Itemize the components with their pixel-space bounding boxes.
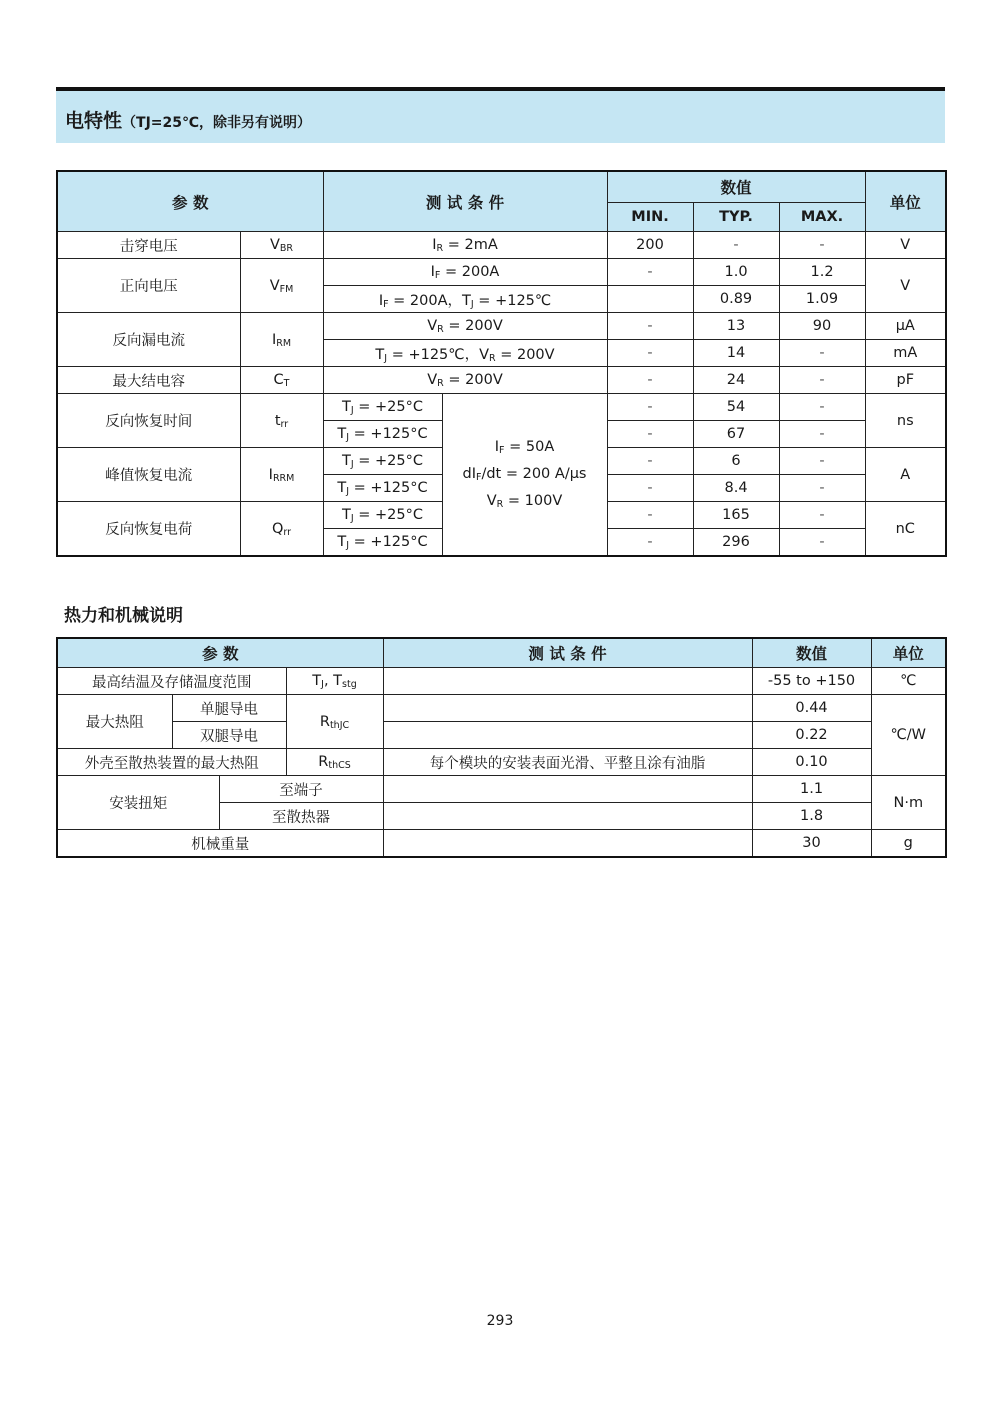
max-value: - (779, 367, 865, 394)
value: 0.22 (752, 722, 871, 749)
param-symbol: $V_{BR}$ (240, 232, 323, 259)
section-title: 电特性（TJ=25℃，除非另有说明） (65, 110, 311, 132)
param-symbol: $V_{FM}$ (240, 259, 323, 313)
value: 0.44 (752, 695, 871, 722)
test-condition: $I_F = 200A$，$T_J$ = +125℃ (323, 286, 607, 313)
section2-title: 热力和机械说明 (64, 606, 183, 626)
min-value: - (607, 421, 693, 448)
unit: V (865, 259, 946, 313)
table-row (57, 259, 946, 286)
test-condition: $I_R = 2mA$ (323, 232, 607, 259)
param-symbol: $C_T$ (240, 367, 323, 394)
value: 30 (752, 830, 871, 858)
min-value: - (607, 340, 693, 367)
min-value: - (607, 313, 693, 340)
param-symbol: $Q_{rr}$ (240, 502, 323, 557)
max-value: - (779, 232, 865, 259)
min-value: - (607, 394, 693, 421)
param-subname: 双腿导电 (172, 722, 286, 749)
unit: ℃ (871, 668, 946, 695)
typ-value: 14 (693, 340, 779, 367)
test-condition: $V_R = 200V$ (323, 313, 607, 340)
temperature-condition: $T_J = +125^\circ C$ (323, 529, 442, 557)
test-condition (383, 803, 752, 830)
temperature-condition: $T_J = +25^\circ C$ (323, 502, 442, 529)
typ-value: 1.0 (693, 259, 779, 286)
test-condition: 每个模块的安装表面光滑、平整且涂有油脂 (383, 749, 752, 776)
unit: g (871, 830, 946, 858)
page-number: 293 (486, 1313, 514, 1329)
max-value: - (779, 529, 865, 557)
typ-value: 6 (693, 448, 779, 475)
table-row (57, 668, 946, 695)
test-condition: $I_F = 200A$ (323, 259, 607, 286)
max-value: - (779, 421, 865, 448)
param-name: 机械重量 (57, 830, 383, 858)
param-name: 外壳至散热装置的最大热阻 (57, 749, 286, 776)
typ-value: 67 (693, 421, 779, 448)
table-row (57, 776, 946, 803)
header-test-condition: 测 试 条 件 (383, 638, 752, 668)
max-value: 90 (779, 313, 865, 340)
shared-condition-line: $V_R = 100V$ (486, 493, 563, 510)
value: 1.1 (752, 776, 871, 803)
min-value: - (607, 259, 693, 286)
min-value (607, 286, 693, 313)
thermal-mechanical-table (56, 637, 947, 858)
param-name: 反向恢复时间 (57, 394, 240, 448)
typ-value: 13 (693, 313, 779, 340)
temperature-condition: $T_J = +125^\circ C$ (323, 421, 442, 448)
param-symbol: $I_{RM}$ (240, 313, 323, 367)
electrical-characteristics-table (56, 170, 947, 557)
param-name: 正向电压 (57, 259, 240, 313)
unit: A (865, 448, 946, 502)
unit: pF (865, 367, 946, 394)
min-value: - (607, 448, 693, 475)
header-max: MAX. (779, 203, 865, 232)
unit: N·m (871, 776, 946, 830)
section-condition: （TJ=25℃，除非另有说明） (122, 115, 311, 131)
header-value: 数值 (607, 171, 865, 203)
unit: ns (865, 394, 946, 448)
typ-value: 296 (693, 529, 779, 557)
table-row (57, 695, 946, 722)
unit: V (865, 232, 946, 259)
param-symbol: $I_{RRM}$ (240, 448, 323, 502)
header-unit: 单位 (871, 638, 946, 668)
test-condition (383, 722, 752, 749)
max-value: 1.2 (779, 259, 865, 286)
param-symbol: $T_J$, $T_{stg}$ (286, 668, 383, 695)
max-value: - (779, 340, 865, 367)
section-header-band (56, 87, 945, 143)
table-row (57, 313, 946, 340)
param-name: 峰值恢复电流 (57, 448, 240, 502)
header-test-condition: 测 试 条 件 (323, 171, 607, 232)
unit: nC (865, 502, 946, 557)
unit: mA (865, 340, 946, 367)
param-name: 击穿电压 (57, 232, 240, 259)
param-name: 最大结电容 (57, 367, 240, 394)
header-param: 参 数 (57, 171, 323, 232)
param-symbol: $R_{thJC}$ (286, 695, 383, 749)
max-value: 1.09 (779, 286, 865, 313)
header-value: 数值 (752, 638, 871, 668)
unit: μA (865, 313, 946, 340)
unit: ℃/W (871, 695, 946, 776)
typ-value: 165 (693, 502, 779, 529)
typ-value: 0.89 (693, 286, 779, 313)
max-value: - (779, 502, 865, 529)
param-name: 安装扭矩 (57, 776, 219, 830)
header-param: 参 数 (57, 638, 383, 668)
table-row (57, 394, 946, 421)
param-name: 反向漏电流 (57, 313, 240, 367)
table-row (57, 722, 946, 749)
header-unit: 单位 (865, 171, 946, 232)
param-subname: 至端子 (219, 776, 383, 803)
param-name: 最高结温及存储温度范围 (57, 668, 286, 695)
table-row (57, 830, 946, 858)
min-value: - (607, 475, 693, 502)
header-min: MIN. (607, 203, 693, 232)
temperature-condition: $T_J = +125^\circ C$ (323, 475, 442, 502)
typ-value: - (693, 232, 779, 259)
test-condition (383, 668, 752, 695)
test-condition: $V_R = 200V$ (323, 367, 607, 394)
shared-condition-line: $dI_F/dt = 200$ A/μs (462, 466, 587, 483)
param-symbol: $R_{thCS}$ (286, 749, 383, 776)
table-row (57, 749, 946, 776)
test-condition (383, 695, 752, 722)
header-typ: TYP. (693, 203, 779, 232)
value: 1.8 (752, 803, 871, 830)
param-subname: 至散热器 (219, 803, 383, 830)
max-value: - (779, 448, 865, 475)
temperature-condition: $T_J = +25^\circ C$ (323, 394, 442, 421)
min-value: - (607, 367, 693, 394)
shared-test-condition (442, 394, 607, 557)
temperature-condition: $T_J = +25^\circ C$ (323, 448, 442, 475)
param-name: 最大热阻 (57, 695, 172, 749)
table-row (57, 367, 946, 394)
typ-value: 54 (693, 394, 779, 421)
max-value: - (779, 394, 865, 421)
param-symbol: $t_{rr}$ (240, 394, 323, 448)
value: 0.10 (752, 749, 871, 776)
typ-value: 8.4 (693, 475, 779, 502)
test-condition (383, 776, 752, 803)
param-name: 反向恢复电荷 (57, 502, 240, 557)
shared-condition-line: $I_F = 50A$ (494, 439, 555, 456)
table-row (57, 232, 946, 259)
test-condition (383, 830, 752, 858)
min-value: - (607, 502, 693, 529)
typ-value: 24 (693, 367, 779, 394)
max-value: - (779, 475, 865, 502)
param-subname: 单腿导电 (172, 695, 286, 722)
min-value: 200 (607, 232, 693, 259)
min-value: - (607, 529, 693, 557)
value: -55 to +150 (752, 668, 871, 695)
test-condition: $T_J$ = +125℃，$V_R = 200V$ (323, 340, 607, 367)
